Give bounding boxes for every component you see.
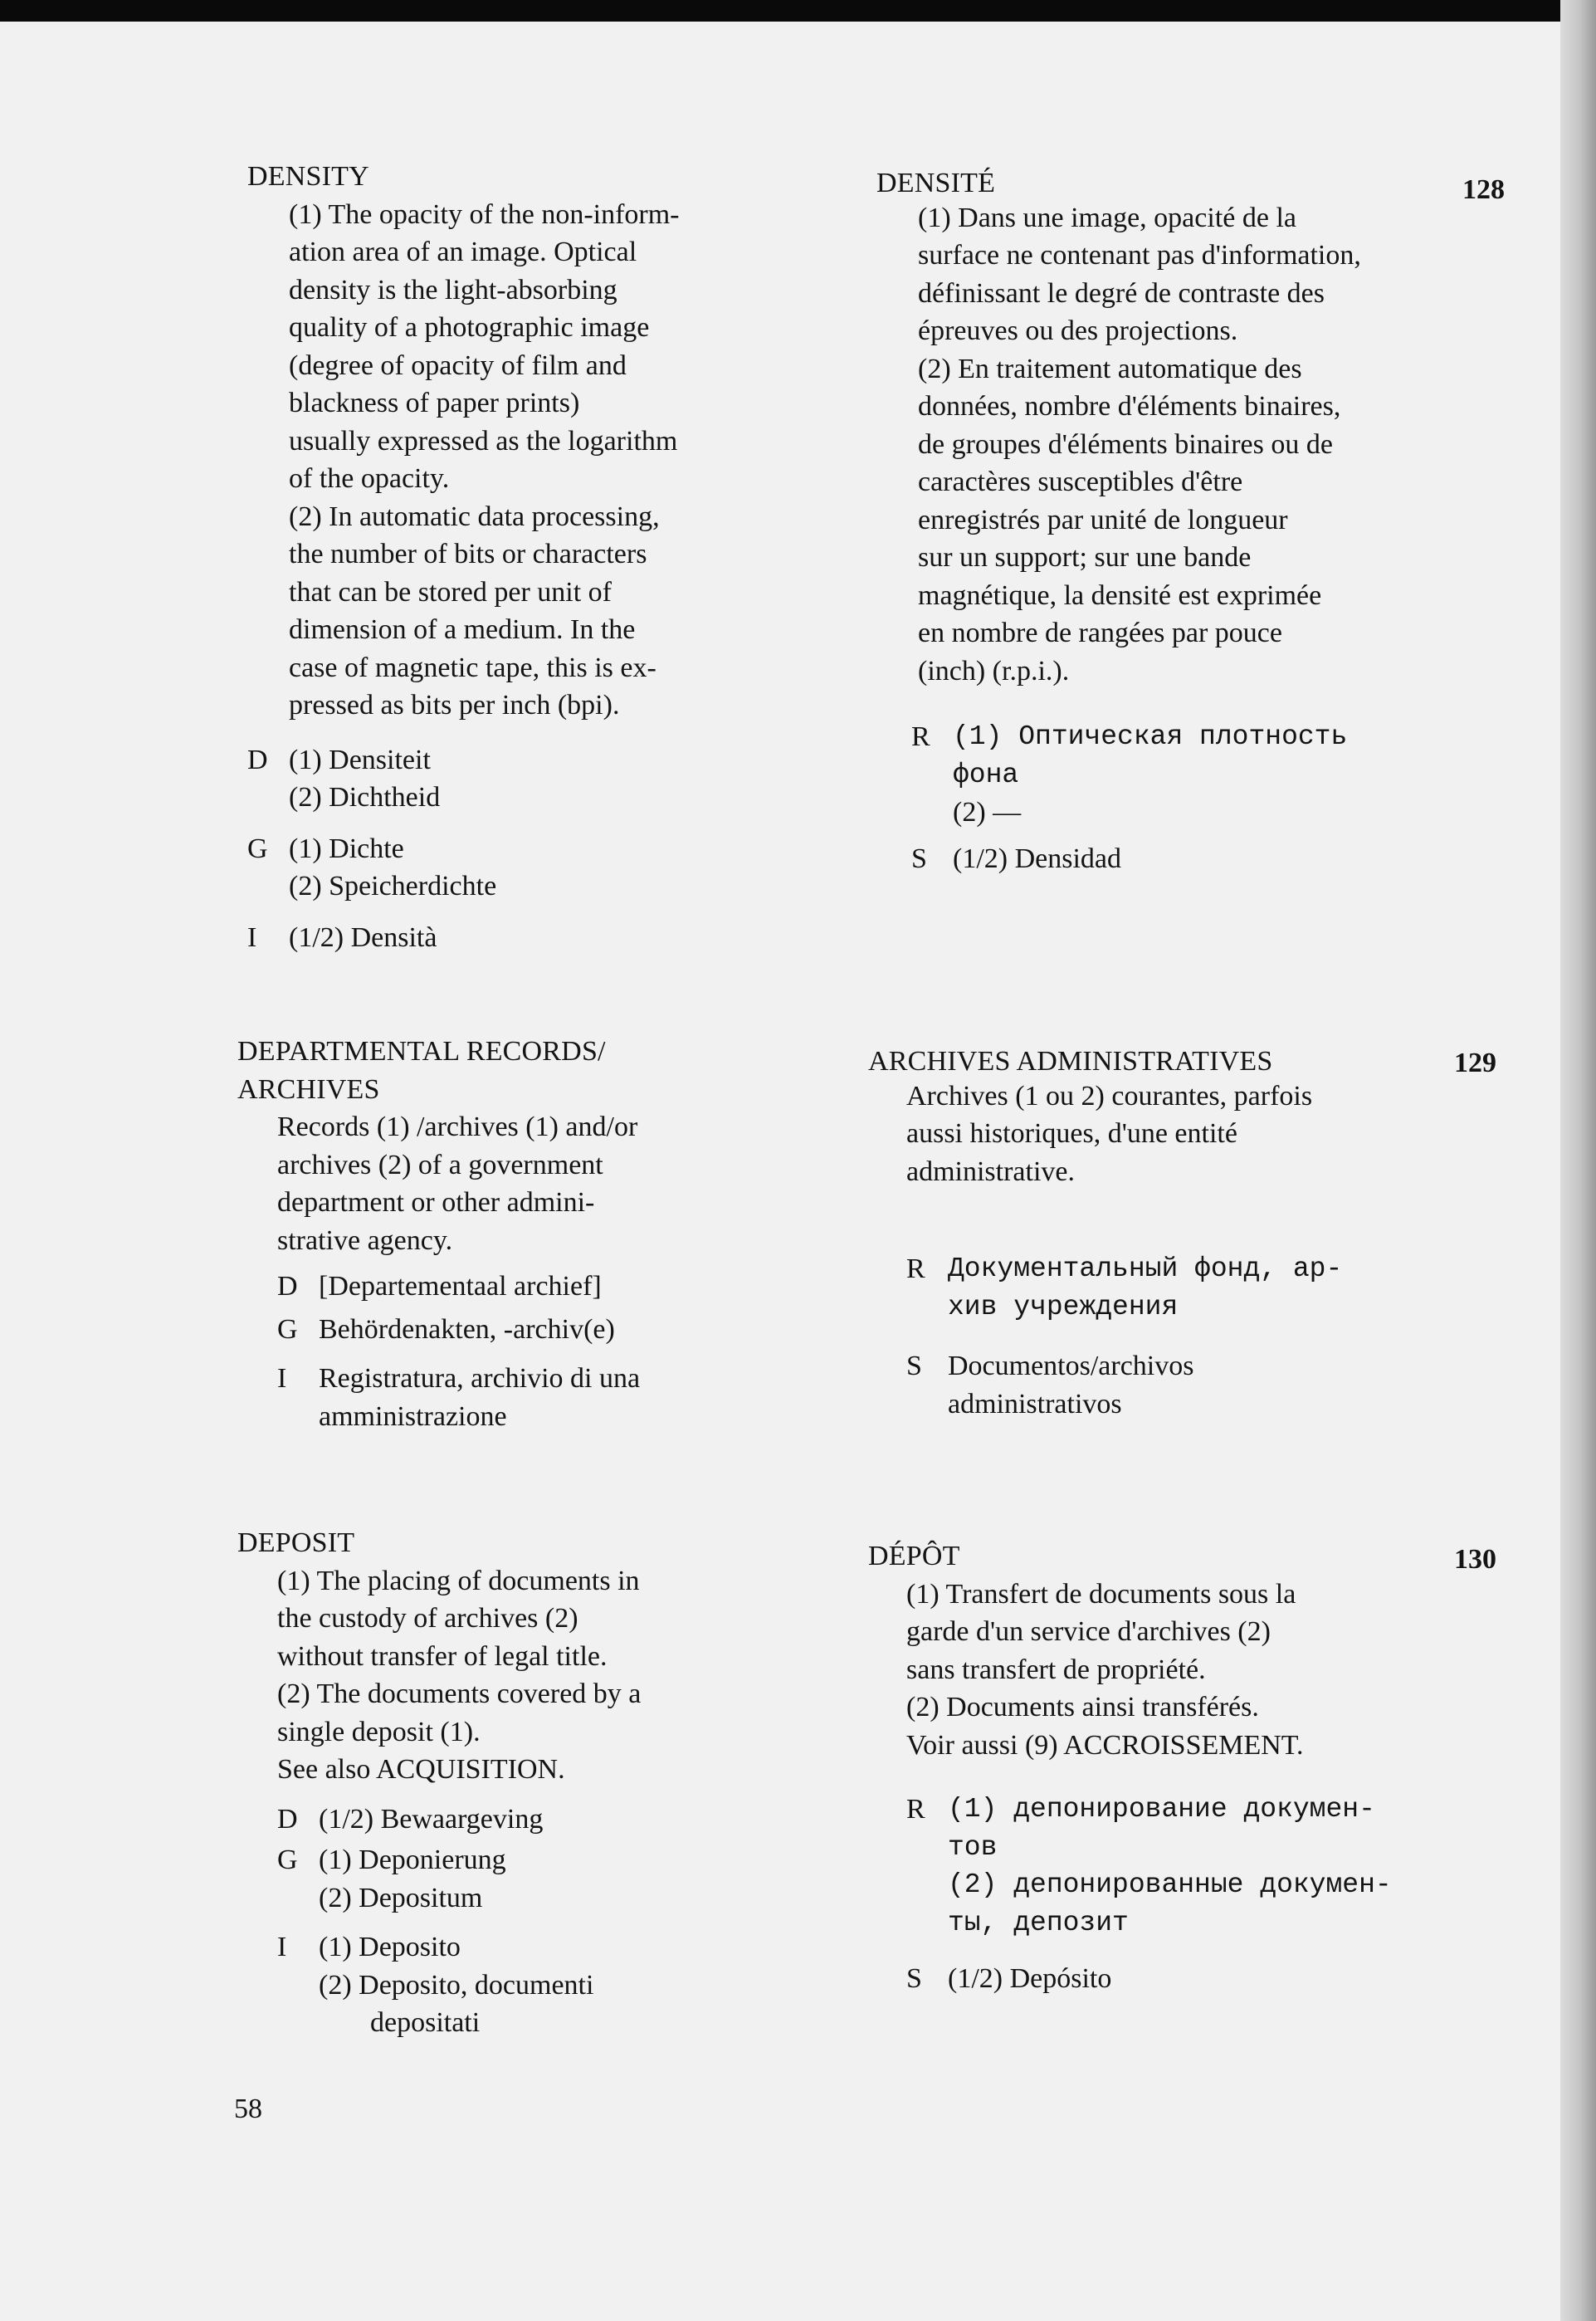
translation-i bbox=[247, 919, 895, 957]
definition-line: (2) Documents ainsi transférés. bbox=[906, 1692, 1259, 1722]
translation-line: depositati bbox=[370, 2007, 481, 2038]
definition-line: that can be stored per unit of bbox=[289, 576, 612, 608]
scan-top-edge bbox=[0, 0, 1596, 22]
language-code: I bbox=[247, 921, 257, 953]
definition-line: blackness of paper prints) bbox=[289, 388, 580, 418]
entry-definition bbox=[277, 1562, 901, 1789]
definition-line: without transfer of legal title. bbox=[277, 1640, 608, 1672]
entry-definition bbox=[289, 196, 895, 725]
translation-d bbox=[247, 741, 895, 817]
definition-line: ation area of an image. Optical bbox=[289, 237, 637, 267]
entry-number: 129 bbox=[1454, 1048, 1496, 1078]
entry-definition bbox=[906, 1576, 1499, 1765]
definition-line: (1) The placing of documents in bbox=[277, 1565, 640, 1596]
entry-headword: DENSITÉ bbox=[876, 168, 996, 198]
translation-line: (1) Densiteit bbox=[289, 744, 431, 775]
definition-line: définissant le degré de contraste des bbox=[918, 277, 1325, 309]
language-code: G bbox=[277, 1845, 298, 1875]
translation-r bbox=[906, 1791, 1499, 1942]
definition-line: the number of bits or characters bbox=[289, 539, 647, 569]
definition-line: administrative. bbox=[906, 1156, 1076, 1187]
entry-archives-administratives bbox=[868, 1043, 1499, 1423]
translation-line: Registratura, archivio di una bbox=[319, 1363, 641, 1394]
translation-line: (2) депонированные докумен- bbox=[948, 1869, 1392, 1900]
translation-g bbox=[247, 830, 895, 906]
definition-line: surface ne contenant pas d'information, bbox=[918, 240, 1361, 271]
translation-line: (1) Dichte bbox=[289, 833, 404, 864]
translation-d bbox=[277, 1801, 901, 1839]
language-code: R bbox=[906, 1253, 925, 1284]
definition-line: sans transfert de propriété. bbox=[906, 1654, 1206, 1685]
language-code: R bbox=[911, 721, 930, 752]
translation-line: (2) — bbox=[953, 797, 1022, 828]
language-code: S bbox=[906, 1963, 922, 1994]
translation-line: (2) Deposito, documenti bbox=[319, 1969, 594, 2001]
entry-departmental-records bbox=[237, 1033, 901, 1435]
entry-headword: ARCHIVES ADMINISTRATIVES bbox=[868, 1046, 1273, 1077]
translation-g bbox=[277, 1311, 901, 1349]
entry-deposit bbox=[237, 1524, 901, 2042]
definition-line: (degree of opacity of film and bbox=[289, 349, 627, 381]
language-code: G bbox=[247, 833, 268, 864]
translation-line: (1/2) Depósito bbox=[948, 1963, 1112, 1994]
translation-line: фона bbox=[953, 759, 1019, 790]
entry-number: 128 bbox=[1462, 174, 1505, 205]
language-code: S bbox=[906, 1351, 922, 1381]
definition-line: the custody of archives (2) bbox=[277, 1603, 578, 1634]
entry-headword: DÉPÔT bbox=[868, 1541, 960, 1571]
definition-line: (1) Transfert de documents sous la bbox=[906, 1578, 1296, 1610]
definition-line: caractères susceptibles d'être bbox=[918, 467, 1243, 497]
definition-line: (2) In automatic data processing, bbox=[289, 501, 660, 532]
translation-d bbox=[277, 1268, 901, 1306]
language-code: D bbox=[247, 744, 268, 775]
translation-line: (1/2) Bewaargeving bbox=[319, 1803, 544, 1835]
definition-line: aussi historiques, d'une entité bbox=[906, 1118, 1237, 1149]
translation-line: Behördenakten, -archiv(e) bbox=[319, 1313, 615, 1345]
entry-headword: DEPOSIT bbox=[237, 1527, 355, 1558]
definition-line: magnétique, la densité est exprimée bbox=[918, 579, 1322, 611]
book-spine-shadow bbox=[1560, 0, 1596, 2321]
definition-line: archives (2) of a government bbox=[277, 1149, 603, 1180]
translation-line: (1) Deponierung bbox=[319, 1845, 506, 1875]
language-code: I bbox=[277, 1932, 287, 1962]
definition-line: de groupes d'éléments binaires ou de bbox=[918, 428, 1333, 460]
translation-line: [Departementaal archief] bbox=[319, 1271, 602, 1302]
translation-s bbox=[906, 1347, 1499, 1423]
definition-line: quality of a photographic image bbox=[289, 312, 650, 343]
language-code: S bbox=[911, 843, 927, 874]
definition-line: density is the light-absorbing bbox=[289, 274, 617, 305]
entry-headword: DENSITY bbox=[247, 161, 369, 192]
entry-densite bbox=[876, 164, 1507, 877]
definition-line: usually expressed as the logarithm bbox=[289, 425, 678, 457]
definition-line: enregistrés par unité de longueur bbox=[918, 504, 1288, 535]
definition-line: See also ACQUISITION. bbox=[277, 1754, 565, 1785]
definition-line: (2) The documents covered by a bbox=[277, 1678, 642, 1709]
translation-line: (1) депонирование докумен- bbox=[948, 1794, 1375, 1825]
translation-line: (1) Оптическая плотность bbox=[953, 721, 1348, 752]
translation-i bbox=[277, 1360, 901, 1435]
translation-s bbox=[906, 1960, 1499, 1998]
entry-headword: DEPARTMENTAL RECORDS/ bbox=[237, 1036, 606, 1067]
definition-line: en nombre de rangées par pouce bbox=[918, 618, 1282, 648]
definition-line: Archives (1 ou 2) courantes, parfois bbox=[906, 1080, 1313, 1112]
translation-line: (1) Deposito bbox=[319, 1932, 461, 1962]
translation-line: (1/2) Densità bbox=[289, 921, 437, 953]
entry-number: 130 bbox=[1454, 1544, 1496, 1575]
translation-line: amministrazione bbox=[319, 1400, 507, 1432]
page-number: 58 bbox=[234, 2094, 262, 2124]
language-code: I bbox=[277, 1363, 287, 1394]
entry-definition bbox=[918, 199, 1507, 691]
translation-r bbox=[906, 1250, 1499, 1326]
translation-line: ты, депозит bbox=[948, 1907, 1129, 1938]
entry-depot bbox=[868, 1537, 1499, 1998]
definition-line: (2) En traitement automatique des bbox=[918, 353, 1302, 384]
translation-line: administrativos bbox=[948, 1388, 1122, 1419]
definition-line: (inch) (r.p.i.). bbox=[918, 655, 1070, 687]
definition-line: pressed as bits per inch (bpi). bbox=[289, 690, 620, 721]
definition-line: single deposit (1). bbox=[277, 1716, 481, 1747]
definition-line: épreuves ou des projections. bbox=[918, 315, 1238, 346]
translation-line: Документальный фонд, ар- bbox=[948, 1253, 1343, 1284]
translation-line: хив учреждения bbox=[948, 1291, 1179, 1322]
entry-headword: ARCHIVES bbox=[237, 1073, 380, 1105]
language-code: D bbox=[277, 1803, 298, 1835]
translation-g bbox=[277, 1841, 901, 1917]
language-code: R bbox=[906, 1794, 925, 1825]
translation-s bbox=[911, 840, 1507, 878]
definition-line: sur un support; sur une bande bbox=[918, 542, 1252, 573]
definition-line: of the opacity. bbox=[289, 463, 450, 494]
translation-r bbox=[911, 718, 1507, 832]
definition-line: (1) Dans une image, opacité de la bbox=[918, 202, 1296, 233]
definition-line: strative agency. bbox=[277, 1224, 453, 1256]
definition-line: Voir aussi (9) ACCROISSEMENT. bbox=[906, 1729, 1304, 1761]
language-code: D bbox=[277, 1271, 298, 1302]
translation-line: Documentos/archivos bbox=[948, 1351, 1194, 1381]
translation-line: тов bbox=[948, 1831, 998, 1863]
translation-i bbox=[277, 1928, 901, 2042]
definition-line: dimension of a medium. In the bbox=[289, 614, 636, 645]
entry-definition bbox=[906, 1077, 1499, 1191]
language-code: G bbox=[277, 1313, 298, 1345]
translation-line: (2) Depositum bbox=[319, 1882, 483, 1913]
entry-density bbox=[247, 158, 895, 956]
entry-definition bbox=[277, 1108, 901, 1259]
definition-line: données, nombre d'éléments binaires, bbox=[918, 391, 1341, 422]
translation-line: (1/2) Densidad bbox=[953, 843, 1122, 874]
definition-line: case of magnetic tape, this is ex- bbox=[289, 652, 656, 683]
definition-line: department or other admini- bbox=[277, 1187, 595, 1218]
definition-line: Records (1) /archives (1) and/or bbox=[277, 1112, 638, 1142]
translation-line: (2) Dichtheid bbox=[289, 782, 441, 813]
translation-line: (2) Speicherdichte bbox=[289, 871, 497, 902]
definition-line: (1) The opacity of the non-inform- bbox=[289, 198, 680, 230]
definition-line: garde d'un service d'archives (2) bbox=[906, 1616, 1271, 1647]
